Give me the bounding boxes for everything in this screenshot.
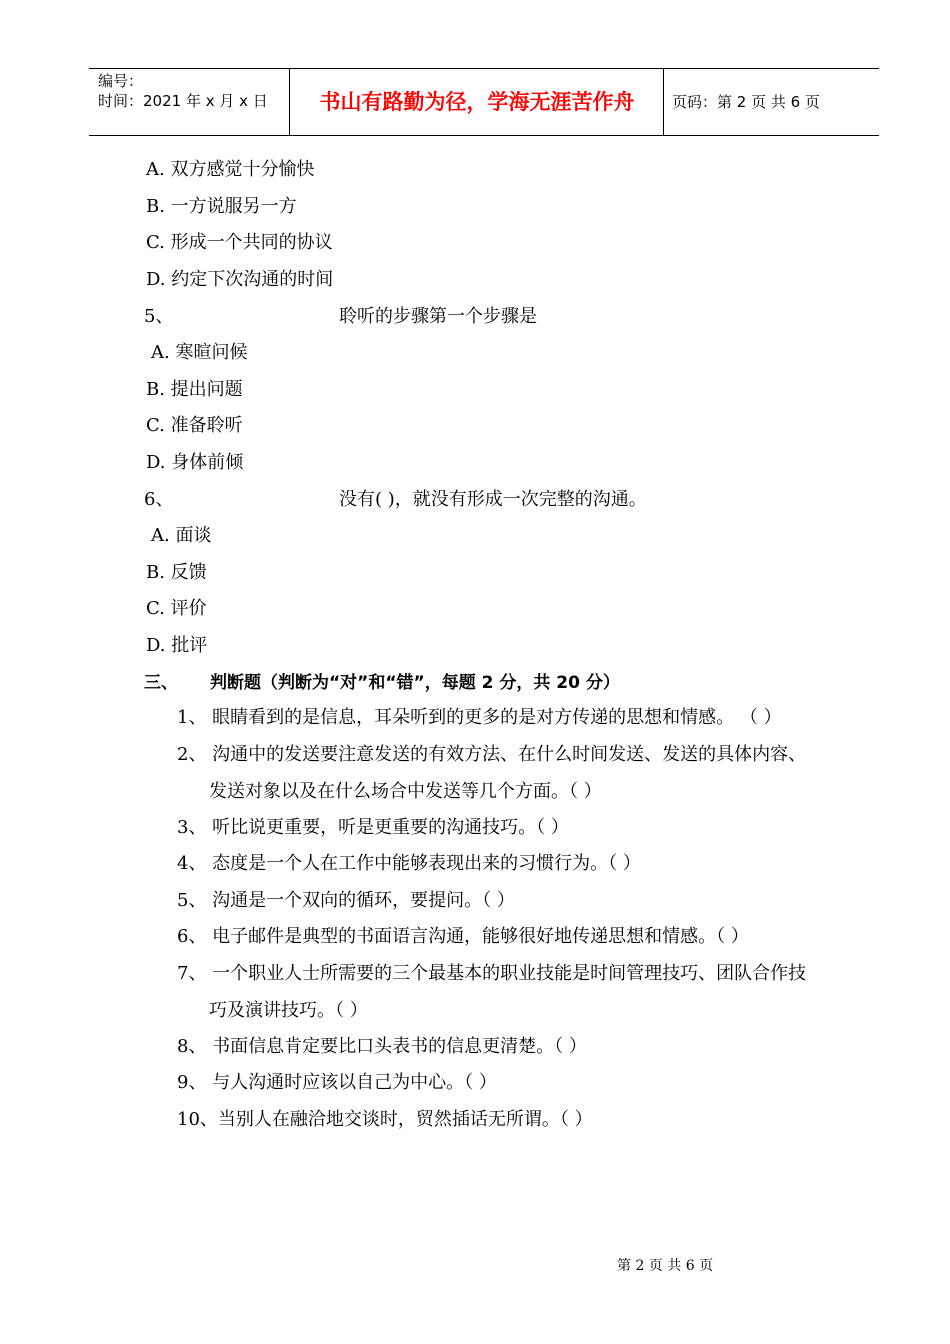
- judge-item-10: 10、当别人在融洽地交谈时，贸然插话无所谓。（ ）: [177, 1109, 593, 1130]
- judge-item-7-cont: 巧及演讲技巧。（ ）: [209, 1000, 368, 1021]
- judge-item-7: 7、 一个职业人士所需要的三个最基本的职业技能是时间管理技巧、团队合作技: [177, 963, 807, 984]
- time-label: 时间：2021 年 x 月 x 日: [98, 92, 268, 110]
- q6-text: 没有( )，就没有形成一次完整的沟通。: [339, 489, 647, 510]
- page-header: [89, 68, 879, 136]
- section3-number: 三、: [144, 673, 178, 693]
- q4-option-c: C. 形成一个共同的协议: [146, 232, 333, 253]
- q4-option-d: D. 约定下次沟通的时间: [146, 269, 334, 290]
- judge-item-2-cont: 发送对象以及在什么场合中发送等几个方面。（ ）: [209, 781, 602, 802]
- judge-item-9: 9、 与人沟通时应该以自己为中心。（ ）: [177, 1072, 497, 1093]
- q6-option-d: D. 批评: [146, 635, 208, 656]
- q5-option-b: B. 提出问题: [146, 379, 243, 400]
- header-page-info: 页码：第 2 页 共 6 页: [672, 93, 820, 111]
- judge-item-1: 1、 眼睛看到的是信息，耳朵听到的更多的是对方传递的思想和情感。 （ ）: [177, 707, 782, 728]
- number-label: 编号：: [98, 72, 144, 90]
- header-meta-cell: [89, 69, 290, 135]
- q5-text: 聆听的步骤第一个步骤是: [339, 306, 537, 327]
- q5-option-d: D. 身体前倾: [146, 452, 244, 473]
- section3-title: 判断题（判断为“对”和“错”，每题 2 分，共 20 分）: [210, 673, 620, 693]
- q5-number: 5、: [144, 306, 174, 327]
- q4-option-b: B. 一方说服另一方: [146, 196, 297, 217]
- judge-item-2: 2、 沟通中的发送要注意发送的有效方法、在什么时间发送、发送的具体内容、: [177, 744, 807, 765]
- judge-item-6: 6、 电子邮件是典型的书面语言沟通，能够很好地传递思想和情感。（ ）: [177, 926, 749, 947]
- q6-option-b: B. 反馈: [146, 562, 207, 583]
- q6-option-c: C. 评价: [146, 598, 207, 619]
- q6-option-a: A. 面谈: [151, 525, 212, 546]
- judge-item-8: 8、 书面信息肯定要比口头表书的信息更清楚。（ ）: [177, 1036, 587, 1057]
- judge-item-5: 5、 沟通是一个双向的循环，要提问。（ ）: [177, 890, 515, 911]
- q5-option-c: C. 准备聆听: [146, 415, 243, 436]
- q4-option-a: A. 双方感觉十分愉快: [146, 159, 315, 180]
- judge-item-4: 4、 态度是一个人在工作中能够表现出来的习惯行为。（ ）: [177, 853, 641, 874]
- page-footer: 第 2 页 共 6 页: [617, 1258, 714, 1274]
- header-motto: 书山有路勤为径，学海无涯苦作舟: [291, 69, 664, 135]
- q6-number: 6、: [144, 489, 174, 510]
- judge-item-3: 3、 听比说更重要，听是更重要的沟通技巧。（ ）: [177, 817, 569, 838]
- q5-option-a: A. 寒暄问候: [151, 342, 248, 363]
